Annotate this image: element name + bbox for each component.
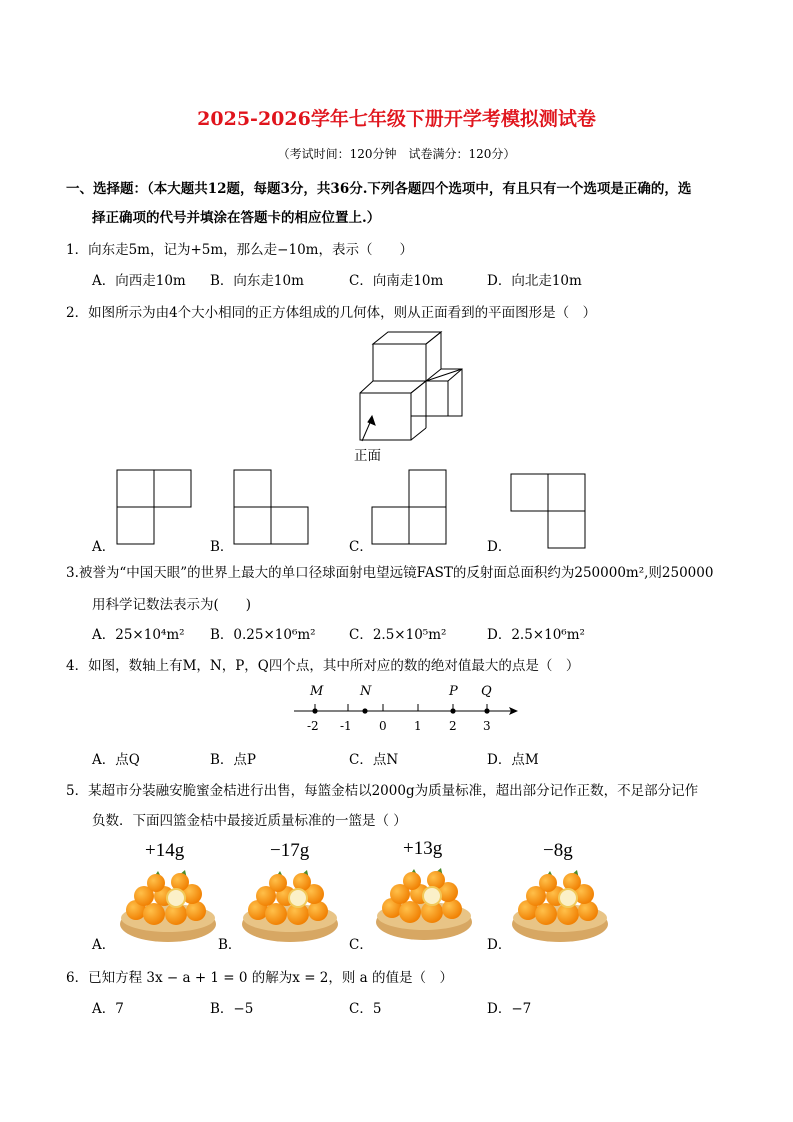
q4-option-d: D．点M xyxy=(487,752,539,768)
basket-b-weight: −17g xyxy=(270,840,310,861)
q1-stem: 1．向东走5m，记为+5m，那么走−10m，表示（ ） xyxy=(66,242,413,258)
label-m: M xyxy=(310,684,324,699)
q6-option-b: B．−5 xyxy=(210,1001,254,1017)
q5-option-a: A． xyxy=(92,937,116,953)
q3-stem-line1: 3.被誉为“中国天眼”的世界上最大的单口径球面射电望远镜FAST的反射面总面积约为250000m²,则250000 xyxy=(66,565,714,581)
label-n: N xyxy=(360,684,372,699)
q1-option-c: C．向南走10m xyxy=(349,273,444,289)
q2-option-d: D． xyxy=(487,539,512,555)
basket-d-weight: −8g xyxy=(543,840,573,861)
q5-option-d: D． xyxy=(487,937,512,953)
front-view-label: 正面 xyxy=(354,448,381,464)
q1-option-b: B．向东走10m xyxy=(210,273,304,289)
point-m xyxy=(312,708,317,713)
q3-option-d: D．2.5×10⁶m² xyxy=(487,627,585,643)
q5-option-c: C． xyxy=(349,937,373,953)
q4-option-c: C．点N xyxy=(349,752,399,768)
tick-label-2: 2 xyxy=(449,719,457,733)
q2-option-a: A． xyxy=(92,539,116,555)
q5-stem-line1: 5．某超市分装融安脆蜜金桔进行出售，每篮金桔以2000g为质量标准，超出部分记作正数，不足部分记作 xyxy=(66,783,699,799)
q3-option-a: A．25×10⁴m² xyxy=(92,627,185,643)
orange-basket-d xyxy=(508,866,612,946)
section-heading-line2: 择正确项的代号并填涂在答题卡的相应位置上.） xyxy=(92,210,381,226)
tick-label-minus-2: -2 xyxy=(307,719,319,733)
tick-label-minus-1: -1 xyxy=(340,719,352,733)
orange-basket-a xyxy=(116,866,220,946)
q2-figure-d xyxy=(510,473,590,551)
tick-label-3: 3 xyxy=(483,719,491,733)
q1-option-a: A．向西走10m xyxy=(92,273,186,289)
q6-stem: 6．已知方程 3x − a + 1 = 0 的解为x = 2，则 a 的值是（ ） xyxy=(66,970,454,986)
q3-option-c: C．2.5×10⁵m² xyxy=(349,627,447,643)
q2-stem: 2．如图所示为由4个大小相同的正方体组成的几何体，则从正面看到的平面图形是（ ） xyxy=(66,305,597,321)
basket-a-weight: +14g xyxy=(145,840,185,861)
q5-stem-line2: 负数．下面四篮金桔中最接近质量标准的一篮是（ ） xyxy=(92,813,407,829)
q2-option-c: C． xyxy=(349,539,373,555)
q2-figure-c xyxy=(371,469,451,547)
page-title: 2025-2026学年七年级下册开学考模拟测试卷 xyxy=(197,108,596,130)
tick-label-1: 1 xyxy=(414,719,422,733)
q5-option-b: B． xyxy=(218,937,242,953)
q4-option-a: A．点Q xyxy=(92,752,140,768)
q6-option-c: C．5 xyxy=(349,1001,382,1017)
label-q: Q xyxy=(481,684,492,699)
q2-figure-b xyxy=(233,469,313,547)
q2-option-b: B． xyxy=(210,539,234,555)
q1-option-d: D．向北走10m xyxy=(487,273,582,289)
orange-basket-c xyxy=(372,864,476,944)
q6-option-a: A．7 xyxy=(92,1001,124,1017)
section-heading-line1: 一、选择题：（本大题共12题，每题3分，共36分.下列各题四个选项中，有且只有一个选项是正确的，选 xyxy=(66,181,692,197)
q3-option-b: B．0.25×10⁶m² xyxy=(210,627,316,643)
label-p: P xyxy=(449,684,458,699)
point-q xyxy=(484,708,489,713)
q6-option-d: D．−7 xyxy=(487,1001,532,1017)
q2-figure-a xyxy=(116,469,196,547)
q3-stem-line2: 用科学记数法表示为( ) xyxy=(92,597,252,613)
tick-label-0: 0 xyxy=(379,719,387,733)
orange-basket-b xyxy=(238,866,342,946)
basket-c-weight: +13g xyxy=(403,838,443,859)
q4-stem: 4．如图，数轴上有M，N，P，Q四个点，其中所对应的数的绝对值最大的点是（ ） xyxy=(66,658,580,674)
point-n xyxy=(362,708,367,713)
exam-info: （考试时间：120分钟 试卷满分：120分） xyxy=(277,147,516,161)
q4-option-b: B．点P xyxy=(210,752,257,768)
number-line xyxy=(290,680,526,736)
point-p xyxy=(450,708,455,713)
